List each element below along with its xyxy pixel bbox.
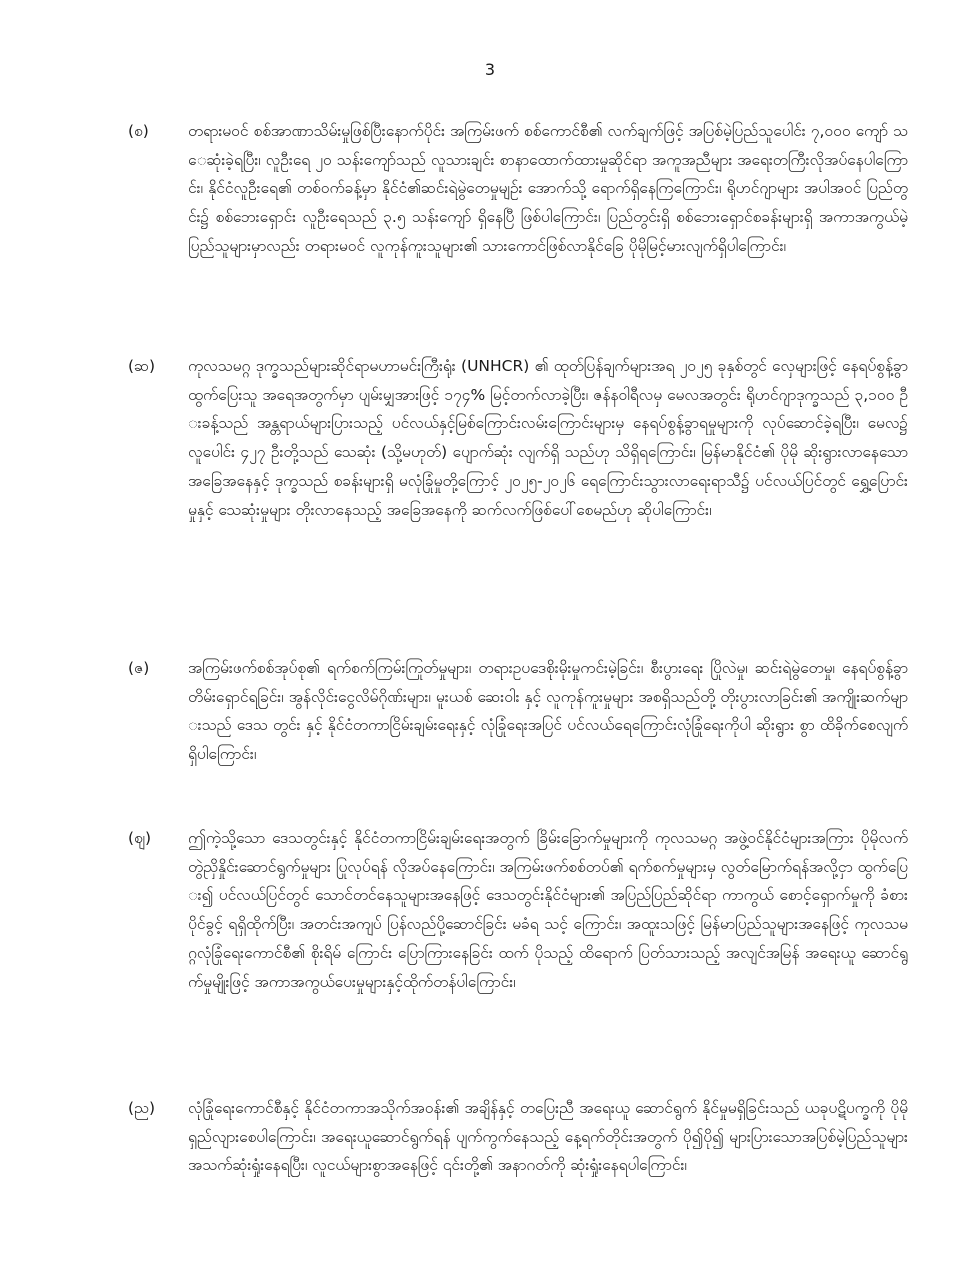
list-item [128, 352, 908, 654]
item-text: ကုလသမဂ္ဂ ဒုက္ခသည်များဆိုင်ရာမဟာမင်းကြီးရုံး (UNHCR) ၏ ထုတ်ပြန်ချက်များအရ ၂၀၂၅ ခုနှစ်တွင် လှေများဖြင့် နေရပ်စွန့်ခွာထွက်ပြေးသူ အရေအတွက်မှာ ပျမ်းမျှအားဖြင့် ၁၇၄% မြင့်တက်လာခဲ့ပြီး၊ ဇန်နဝါရီလမှ မေလအတွင်း ရိုဟင်ဂျာဒုက္ခသည် ၃,၁၀၀ ဦးခန့်သည် အန္တရာယ်များပြားသည့် ပင်လယ်နှင့်မြစ်ကြောင်းလမ်းကြောင်းများမှ နေရပ်စွန့်ခွာရမှုများကို လုပ်ဆောင်ခဲ့ရပြီး၊ မေလ၌ လူပေါင်း ၄၂၇ ဦးတို့သည် သေဆုံး (သို့မဟုတ်) ပျောက်ဆုံး လျက်ရှိ သည်ဟု သိရှိရကြောင်း၊ မြန်မာနိုင်ငံ၏ ပိုမို ဆိုးရွားလာနေသော အခြေအနေနှင့် ဒုက္ခသည် စခန်းများရှိ မလုံခြုံမှုတို့ကြောင့် ၂၀၂၅-၂၀၂၆ ရေကြောင်းသွားလာရေးရာသီ၌ ပင်လယ်ပြင်တွင် ရွှေ့ပြောင်းမှုနှင့် သေဆုံးမှုများ တိုးလာနေသည့် အခြေအနေကို ဆက်လက်ဖြစ်ပေါ်စေမည်ဟု ဆိုပါကြောင်း၊ [188, 357, 908, 519]
item-label: (ဆ) [128, 357, 156, 375]
item-label: (ဇ) [128, 659, 150, 677]
list-item [128, 117, 908, 352]
page-number: 3 [484, 60, 496, 79]
list-item [128, 1094, 908, 1244]
list-item [128, 654, 908, 824]
item-text: ဤကဲ့သို့သော ဒေသတွင်းနှင့် နိုင်ငံတကာငြိမ်းချမ်းရေးအတွက် ခြိမ်းခြောက်မှုများကို ကုလသမဂ္ဂ အဖွဲ့ဝင်နိုင်ငံများအကြား ပိုမိုလက်တွဲညှိနှိုင်းဆောင်ရွက်မှုများ ပြုလုပ်ရန် လိုအပ်နေကြောင်း၊ အကြမ်းဖက်စစ်တပ်၏ ရက်စက်မှုများမှ လွတ်မြောက်ရန်အလို့ငှာ ထွက်ပြေး၍ ပင်လယ်ပြင်တွင် သောင်တင်နေသူများအနေဖြင့် ဒေသတွင်းနိုင်ငံများ၏ အပြည်ပြည်ဆိုင်ရာ ကာကွယ် စောင့်ရှောက်မှုကို ခံစားပိုင်ခွင့် ရရှိထိုက်ပြီး၊ အတင်းအကျပ် ပြန်လည်ပို့ဆောင်ခြင်း မခံရ သင့် ကြောင်း၊ အထူးသဖြင့် မြန်မာပြည်သူများအနေဖြင့် ကုလသမဂ္ဂလုံခြုံရေးကောင်စီ၏ စိုးရိမ် ကြောင်း ပြောကြားနေခြင်း ထက် ပိုသည့် ထိရောက် ပြတ်သားသည့် အလျင်အမြန် အရေးယူ ဆောင်ရွက်မှုမျိုးဖြင့် အကာအကွယ်ပေးမှုများနှင့်ထိုက်တန်ပါကြောင်း၊ [188, 829, 908, 991]
item-text: အကြမ်းဖက်စစ်အုပ်စု၏ ရက်စက်ကြမ်းကြုတ်မှုများ၊ တရားဥပဒေစိုးမိုးမှုကင်းမဲ့ခြင်း၊ စီးပွားရေး ပြိုလဲမှု၊ ဆင်းရဲမွဲတေမှု၊ နေရပ်စွန့်ခွာတိမ်းရှောင်ရခြင်း၊ အွန်လိုင်းငွေလိမ်ဂိုဏ်းများ၊ မူးယစ် ဆေးဝါး နှင့် လူကုန်ကူးမှုများ အစရှိသည်တို့ တိုးပွားလာခြင်း၏ အကျိုးဆက်များသည် ဒေသ တွင်း နှင့် နိုင်ငံတကာငြိမ်းချမ်းရေးနှင့် လုံခြုံရေးအပြင် ပင်လယ်ရေကြောင်းလုံခြုံရေးကိုပါ ဆိုးရွား စွာ ထိခိုက်စေလျက်ရှိပါကြောင်း၊ [188, 659, 908, 764]
item-text: လုံခြုံရေးကောင်စီနှင့် နိုင်ငံတကာအသိုက်အဝန်း၏ အချိန်နှင့် တပြေးညီ အရေးယူ ဆောင်ရွက် နိုင်မှုမရှိခြင်းသည် ယခုပဋိပက္ခကို ပိုမိုရှည်လျားစေပါကြောင်း၊ အရေးယူဆောင်ရွက်ရန် ပျက်ကွက်နေသည့် နေ့ရက်တိုင်းအတွက် ပို၍ပို၍ များပြားသောအပြစ်မဲ့ပြည်သူများ အသက်ဆုံးရှုံးနေရပြီး၊ လူငယ်များစွာအနေဖြင့် ၎င်းတို့၏ အနာဂတ်ကို ဆုံးရှုံးနေရပါကြောင်း၊ [188, 1099, 908, 1175]
item-label: (စ) [128, 122, 149, 140]
list-item [128, 824, 908, 1094]
item-label: (ည) [128, 1099, 156, 1117]
item-text: တရားမဝင် စစ်အာဏာသိမ်းမှုဖြစ်ပြီးနောက်ပိုင်း အကြမ်းဖက် စစ်ကောင်စီ၏ လက်ချက်ဖြင့် အပြစ်မဲ့ပြည်သူပေါင်း ၇,၀၀၀ ကျော် သေဆုံးခဲ့ရပြီး၊ လူဦးရေ ၂၀ သန်းကျော်သည် လူသားချင်း စာနာထောက်ထားမှုဆိုင်ရာ အကူအညီများ အရေးတကြီးလိုအပ်နေပါကြောင်း၊ နိုင်ငံလူဦးရေ၏ တစ်ဝက်ခန့်မှာ နိုင်ငံ၏ဆင်းရဲမွဲတေမှုမျဉ်း အောက်သို့ ရောက်ရှိနေကြကြောင်း၊ ရိုဟင်ဂျာများ အပါအဝင် ပြည်တွင်း၌ စစ်ဘေးရှောင်း လူဦးရေသည် ၃.၅ သန်းကျော် ရှိနေပြီ ဖြစ်ပါကြောင်း၊ ပြည်တွင်းရှိ စစ်ဘေးရှောင်စခန်းများရှိ အကာအကွယ်မဲ့ ပြည်သူများမှာလည်း တရားမဝင် လူကုန်ကူးသူများ၏ သားကောင်ဖြစ်လာနိုင်ခြေ ပိုမိုမြင့်မားလျက်ရှိပါကြောင်း၊ [188, 122, 908, 255]
item-label: (ဈ) [128, 829, 152, 847]
